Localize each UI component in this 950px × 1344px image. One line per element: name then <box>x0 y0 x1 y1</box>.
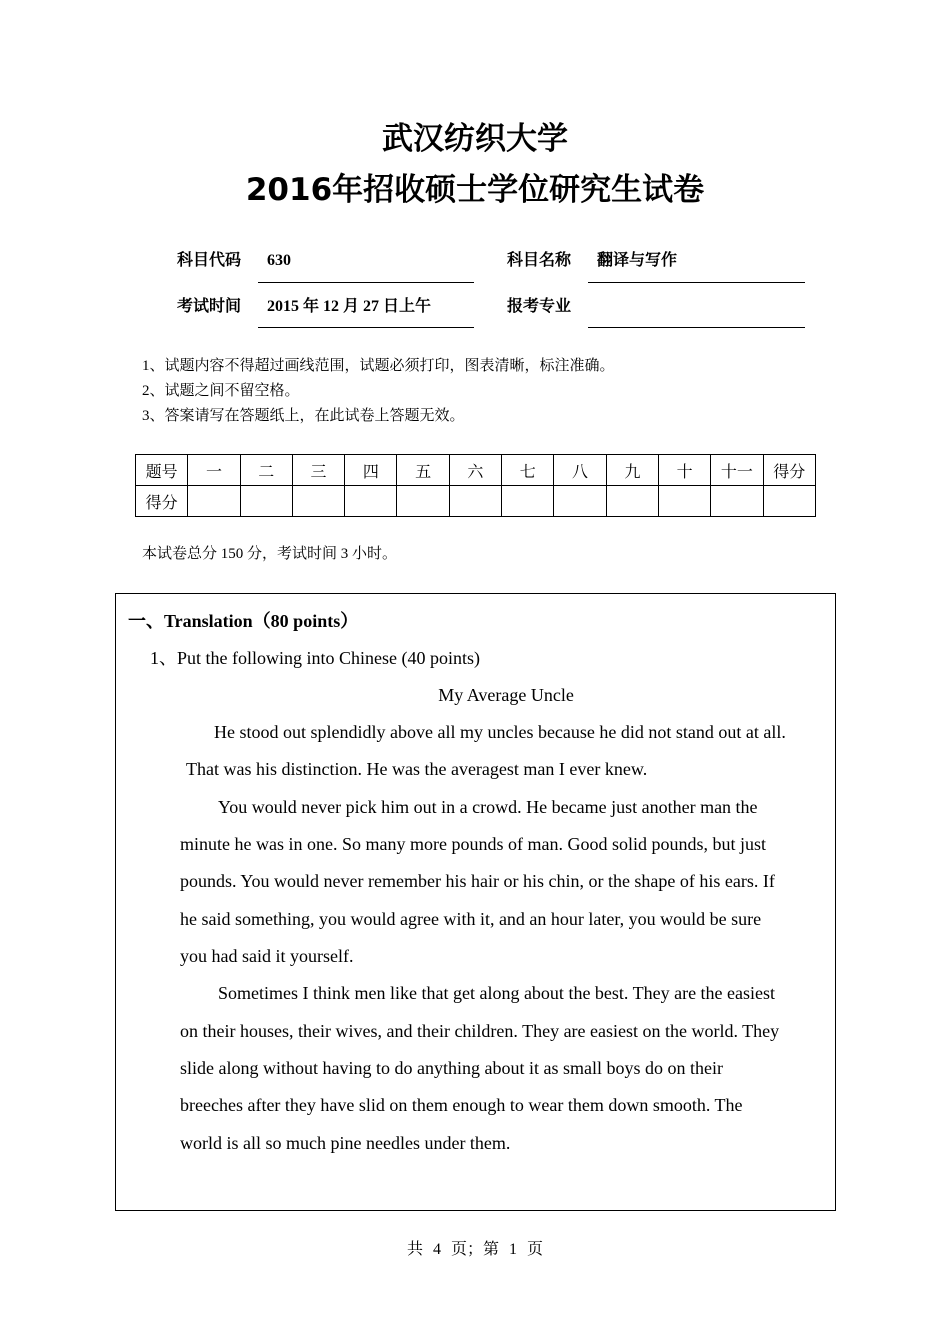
subject-name-value: 翻译与写作 <box>597 252 678 269</box>
score-cell <box>240 486 292 517</box>
exam-notes <box>142 354 615 429</box>
score-header-cell: 七 <box>502 455 554 486</box>
subject-code-underline <box>258 282 474 283</box>
score-header-cell: 二 <box>240 455 292 486</box>
total-score-note: 本试卷总分 150 分，考试时间 3 小时。 <box>142 546 398 562</box>
score-table <box>135 454 816 517</box>
score-cell <box>397 486 449 517</box>
subject-name-underline <box>588 282 805 283</box>
page-footer: 共 4 页；第 1 页 <box>406 1241 543 1258</box>
score-cell <box>345 486 397 517</box>
score-header-cell: 八 <box>554 455 606 486</box>
section-heading: 一、Translation（80 points） <box>128 611 359 631</box>
score-header-cell: 四 <box>345 455 397 486</box>
passage-line: That was his distinction. He was the averagest man I ever knew. <box>186 759 648 779</box>
university-title: 武汉纺织大学 <box>382 121 568 157</box>
passage-title: My Average Uncle <box>438 685 574 705</box>
score-header-cell: 十 <box>658 455 710 486</box>
score-cell <box>554 486 606 517</box>
passage-line: pounds. You would never remember his hair or his chin, or the shape of his ears. If <box>180 871 775 891</box>
score-header-cell: 一 <box>188 455 240 486</box>
score-header-cell: 得分 <box>763 455 815 486</box>
score-cell <box>606 486 658 517</box>
passage-line: Sometimes I think men like that get along about the best. They are the easiest <box>218 983 776 1003</box>
passage-line: You would never pick him out in a crowd. He became just another man the <box>218 797 758 817</box>
score-cell <box>292 486 344 517</box>
score-cell <box>763 486 815 517</box>
note-item: 3、答案请写在答题纸上，在此试卷上答题无效。 <box>142 408 465 424</box>
exam-title: 2016年招收硕士学位研究生试卷 <box>245 172 705 208</box>
subject-code-label: 科目代码 <box>177 252 242 269</box>
score-header-cell: 三 <box>292 455 344 486</box>
score-header-cell: 六 <box>449 455 501 486</box>
exam-time-label: 考试时间 <box>177 298 242 315</box>
note-item: 2、试题之间不留空格。 <box>142 383 300 399</box>
subject-name-label: 科目名称 <box>507 252 572 269</box>
note-item: 1、试题内容不得超过画线范围，试题必须打印，图表清晰，标注准确。 <box>142 358 615 374</box>
score-table-score-row <box>136 486 816 517</box>
passage-line: minute he was in one. So many more pounds of man. Good solid pounds, but just <box>180 834 766 854</box>
score-table-header-row <box>136 455 816 486</box>
score-header-cell: 五 <box>397 455 449 486</box>
score-cell <box>449 486 501 517</box>
passage-line: you had said it yourself. <box>180 946 354 966</box>
score-header-cell: 题号 <box>136 455 188 486</box>
passage-line: he said something, you would agree with it, and an hour later, you would be sure <box>180 909 762 929</box>
major-underline <box>588 327 805 328</box>
score-cell <box>658 486 710 517</box>
score-row-label: 得分 <box>136 486 188 517</box>
score-header-cell: 十一 <box>711 455 763 486</box>
passage-line: He stood out splendidly above all my uncles because he did not stand out at all. <box>214 722 786 742</box>
score-cell <box>502 486 554 517</box>
score-header-cell: 九 <box>606 455 658 486</box>
passage-line: slide along without having to do anything about it as small boys do on their <box>180 1058 723 1078</box>
subject-code-value: 630 <box>267 252 291 269</box>
passage-line: breeches after they have slid on them enough to wear them down smooth. The <box>180 1095 743 1115</box>
passage-line: world is all so much pine needles under them. <box>180 1133 511 1153</box>
score-cell <box>711 486 763 517</box>
exam-time-underline <box>258 327 474 328</box>
question-instruction: 1、Put the following into Chinese (40 points) <box>150 648 480 668</box>
major-label: 报考专业 <box>507 298 572 315</box>
passage-line: on their houses, their wives, and their children. They are easiest on the world. They <box>180 1021 780 1041</box>
score-cell <box>188 486 240 517</box>
exam-time-value: 2015 年 12 月 27 日上午 <box>267 298 432 315</box>
